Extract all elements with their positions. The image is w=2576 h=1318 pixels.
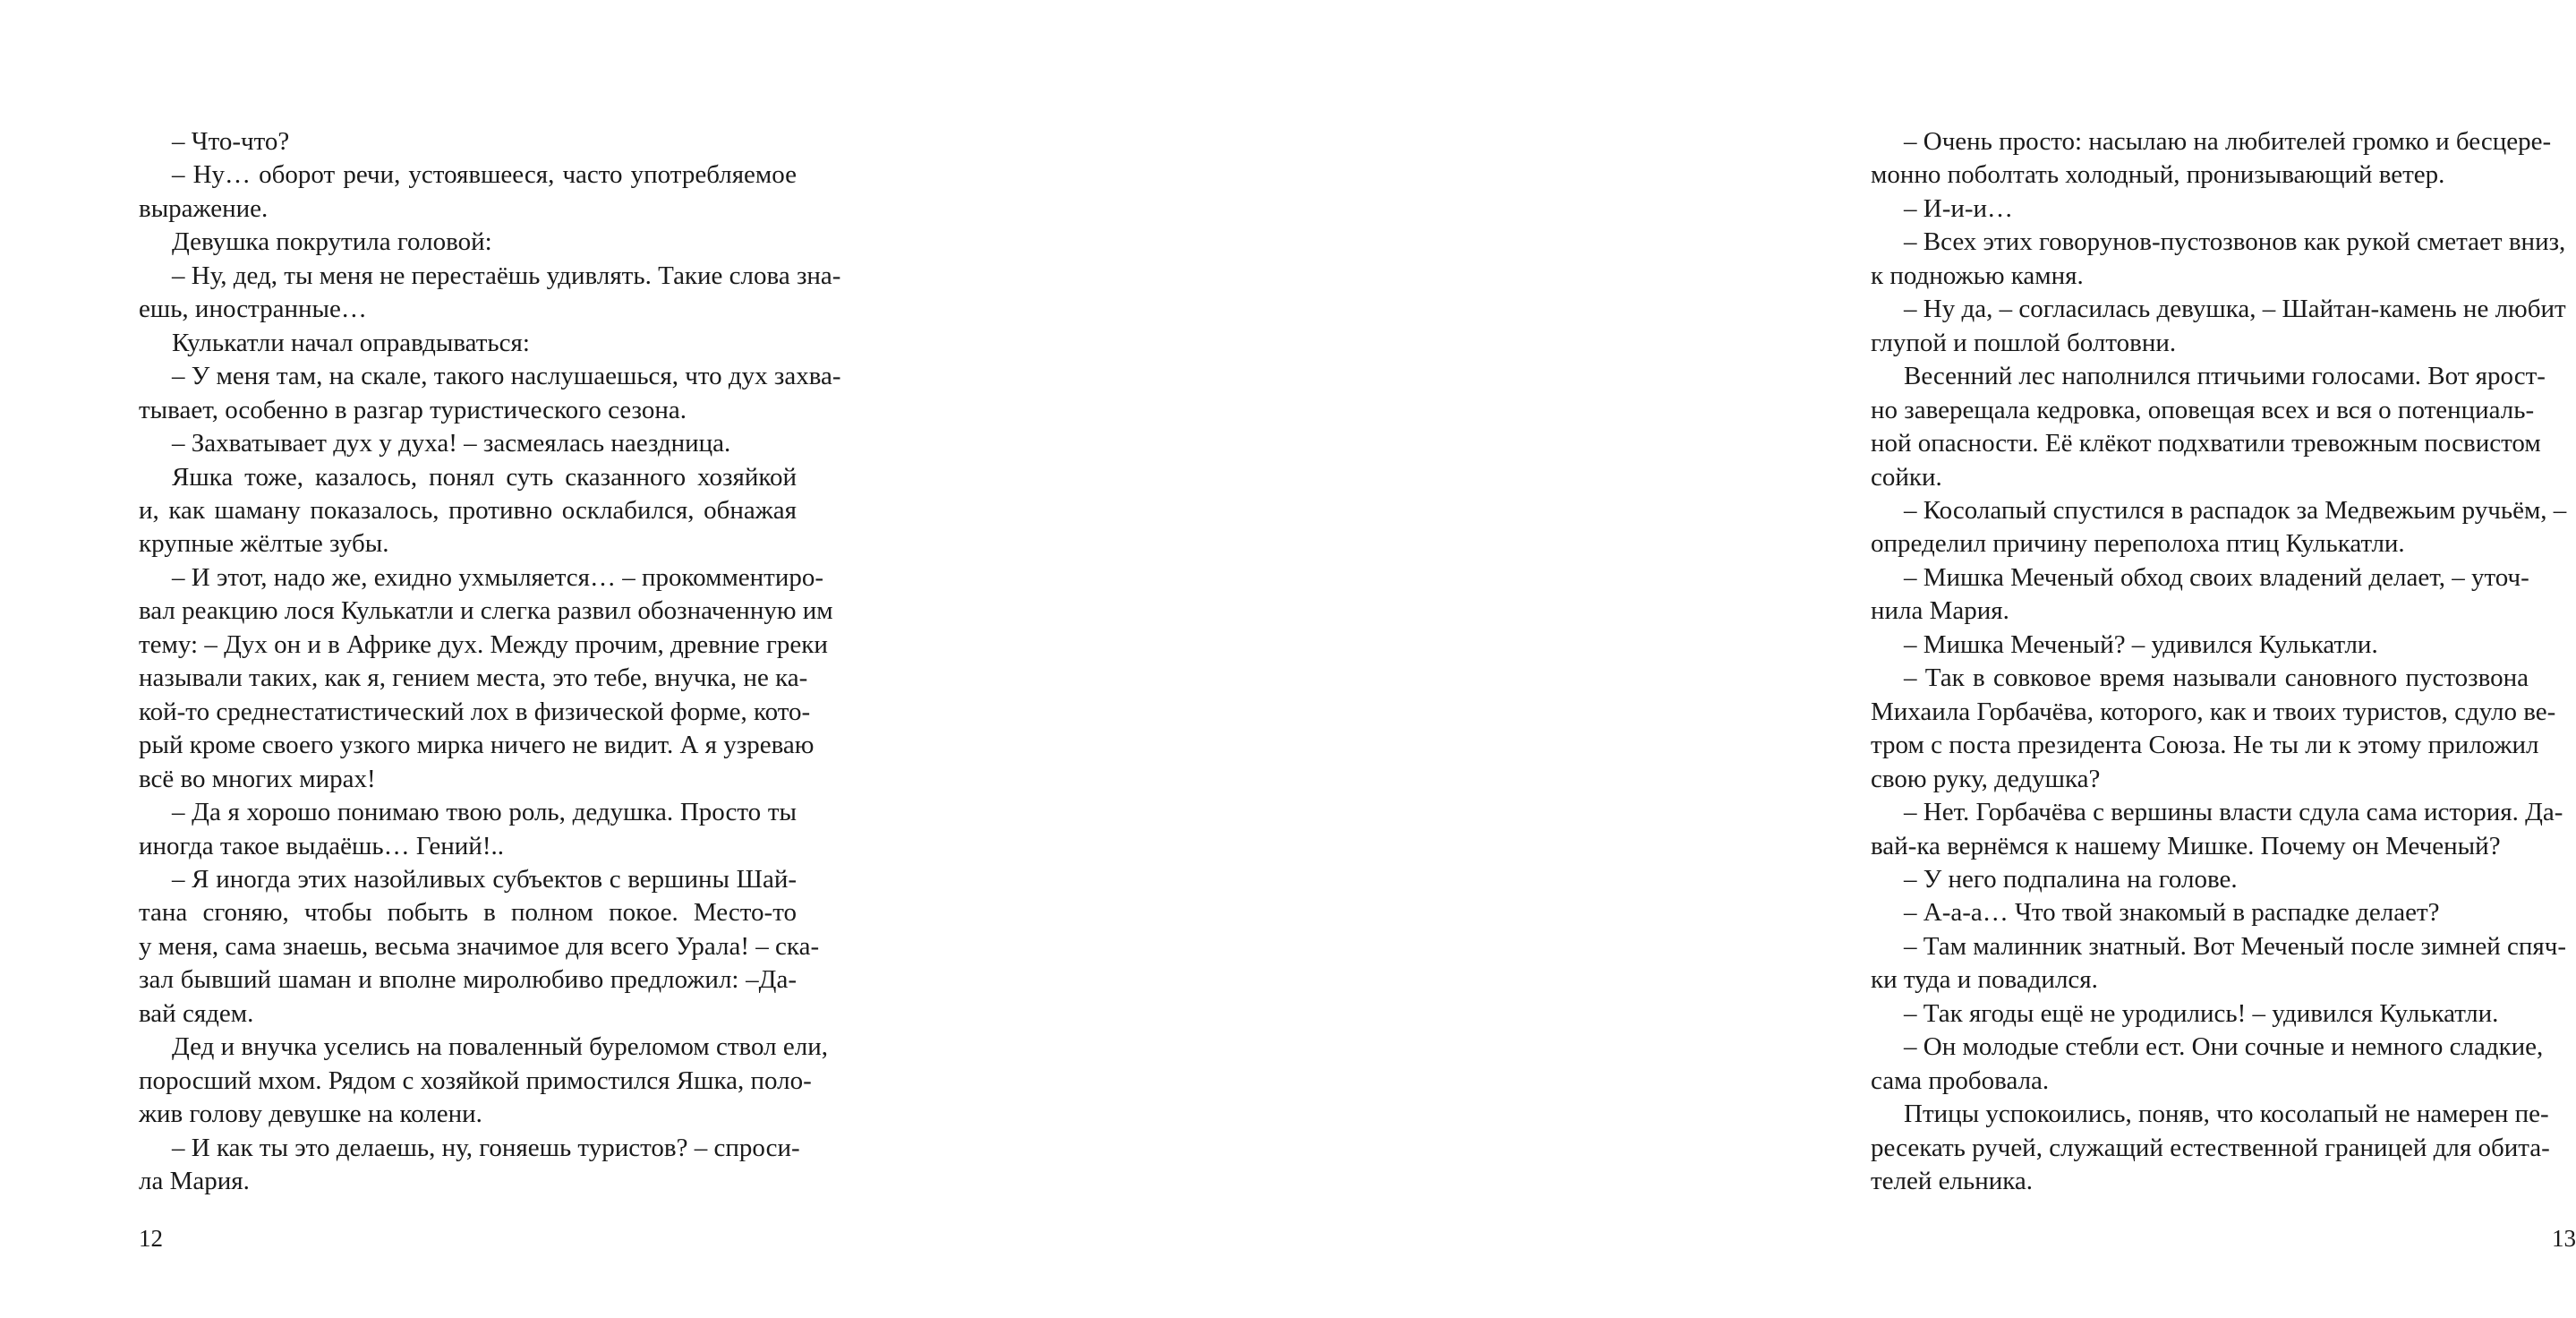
left-page xyxy=(0,0,895,1318)
text-line: свою руку, дедушка? xyxy=(1871,764,2101,793)
text-line: – Очень просто: насылаю на любителей громко и бесцере- xyxy=(1904,127,2552,156)
page-number-right: 13 xyxy=(2552,1225,2576,1252)
text-line: – Мишка Меченый обход своих владений делает, – уточ- xyxy=(1904,562,2529,592)
text-line: – И как ты это делаешь, ну, гоняешь туристов? – спроси- xyxy=(172,1133,800,1162)
text-line: всё во многих мирах! xyxy=(139,764,376,793)
text-line: ной опасности. Её клёкот подхватили тревожным посвистом xyxy=(1871,429,2541,458)
text-line: – Да я хорошо понимаю твою роль, дедушка. Просто ты xyxy=(172,798,797,827)
text-line: Весенний лес наполнился птичьими голосами. Вот ярост- xyxy=(1904,362,2546,391)
text-line: – Он молодые стебли ест. Они сочные и немного сладкие, xyxy=(1904,1032,2544,1062)
text-line: сойки. xyxy=(1871,462,1942,492)
text-line: телей ельника. xyxy=(1871,1167,2034,1196)
text-line: крупные жёлтые зубы. xyxy=(139,529,389,559)
text-line: – Мишка Меченый? – удивился Кулькатли. xyxy=(1904,629,2378,659)
text-line: нила Мария. xyxy=(1871,596,2009,626)
text-line: сама пробовала. xyxy=(1871,1066,2050,1095)
text-line: тана сгоняю, чтобы побыть в полном покое. Место-то xyxy=(139,898,797,928)
text-line: жив голову девушке на колени. xyxy=(139,1100,482,1129)
text-line: вай-ка вернёмся к нашему Мишке. Почему он Меченый? xyxy=(1871,831,2501,860)
text-line: тром с поста президента Союза. Не ты ли к этому приложил xyxy=(1871,731,2539,760)
right-page-text xyxy=(1871,125,2567,1199)
text-line: – Всех этих говорунов-пустозвонов как рукой сметает вниз, xyxy=(1904,227,2566,257)
text-line: ресекать ручей, служащий естественной границей для обита- xyxy=(1871,1133,2550,1162)
text-line: кой-то среднестатистический лох в физической форме, кото- xyxy=(139,697,811,726)
text-line: вал реакцию лося Кулькатли и слегка развил обозначенную им xyxy=(139,596,833,626)
text-line: – Нет. Горбачёва с вершины власти сдула сама история. Да- xyxy=(1904,798,2563,827)
text-line: Кулькатли начал оправдываться: xyxy=(172,328,530,357)
text-line: – У него подпалина на голове. xyxy=(1904,864,2238,894)
text-line: иногда такое выдаёшь… Гений!.. xyxy=(139,831,504,860)
text-line: вай сядем. xyxy=(139,998,254,1028)
text-line: – Что-что? xyxy=(172,127,290,156)
text-line: к подножью камня. xyxy=(1871,261,2084,290)
text-line: зал бывший шаман и вполне миролюбиво предложил: –Да- xyxy=(139,965,797,995)
text-line: – Ну, дед, ты меня не перестаёшь удивлять. Такие слова зна- xyxy=(172,261,841,290)
text-line: но заверещала кедровка, оповещая всех и вся о потенциаль- xyxy=(1871,395,2535,424)
text-line: Птицы успокоились, поняв, что косолапый не намерен пе- xyxy=(1904,1100,2549,1129)
text-line: – Так ягоды ещё не уродились! – удивился Кулькатли. xyxy=(1904,998,2499,1028)
text-line: – У меня там, на скале, такого наслушаешься, что дух захва- xyxy=(172,362,841,391)
left-page-text xyxy=(139,125,841,1199)
text-line: – Ну да, – согласилась девушка, – Шайтан-камень не любит xyxy=(1904,295,2566,324)
text-line: Михаила Горбачёва, которого, как и твоих туристов, сдуло ве- xyxy=(1871,697,2556,726)
text-line: Девушка покрутила головой: xyxy=(172,227,492,257)
text-line: – Там малинник знатный. Вот Меченый после зимней спяч- xyxy=(1904,931,2567,961)
text-line: – И-и-и… xyxy=(1904,193,2014,223)
text-line: тывает, особенно в разгар туристического сезона. xyxy=(139,395,687,424)
text-line: ешь, иностранные… xyxy=(139,295,367,324)
text-line: – Я иногда этих назойливых субъектов с вершины Шай- xyxy=(172,864,797,894)
text-line: у меня, сама знаешь, весьма значимое для всего Урала! – ска- xyxy=(139,931,820,961)
text-line: – Так в совковое время называли сановного пустозвона xyxy=(1904,663,2529,693)
text-line: определил причину переполоха птиц Кулькатли. xyxy=(1871,529,2405,559)
right-page xyxy=(895,0,2576,1318)
text-line: Дед и внучка уселись на поваленный буреломом ствол ели, xyxy=(172,1032,828,1062)
text-line: – И этот, надо же, ехидно ухмыляется… – прокомментиро- xyxy=(172,562,824,592)
text-line: ки туда и повадился. xyxy=(1871,965,2098,995)
text-line: – Захватывает дух у духа! – засмеялась наездница. xyxy=(172,429,731,458)
text-line: называли таких, как я, гением места, это тебе, внучка, не ка- xyxy=(139,663,808,693)
text-line: глупой и пошлой болтовни. xyxy=(1871,328,2177,357)
text-line: монно поболтать холодный, пронизывающий ветер. xyxy=(1871,160,2445,190)
text-line: тему: – Дух он и в Африке дух. Между прочим, древние греки xyxy=(139,629,828,659)
text-line: поросший мхом. Рядом с хозяйкой примостился Яшка, поло- xyxy=(139,1066,812,1095)
text-line: ла Мария. xyxy=(139,1167,250,1196)
text-line: – Косолапый спустился в распадок за Медвежьим ручьём, – xyxy=(1904,495,2567,525)
text-line: и, как шаману показалось, противно осклабился, обнажая xyxy=(139,495,797,525)
text-line: – А-а-а… Что твой знакомый в распадке делает? xyxy=(1904,898,2440,928)
text-line: рый кроме своего узкого мирка ничего не видит. А я узреваю xyxy=(139,731,815,760)
text-line: Яшка тоже, казалось, понял суть сказанного хозяйкой xyxy=(172,462,797,492)
text-line: – Ну… оборот речи, устоявшееся, часто употребляемое xyxy=(172,160,797,190)
text-line: выражение. xyxy=(139,193,269,223)
page-number-left: 12 xyxy=(139,1225,163,1252)
